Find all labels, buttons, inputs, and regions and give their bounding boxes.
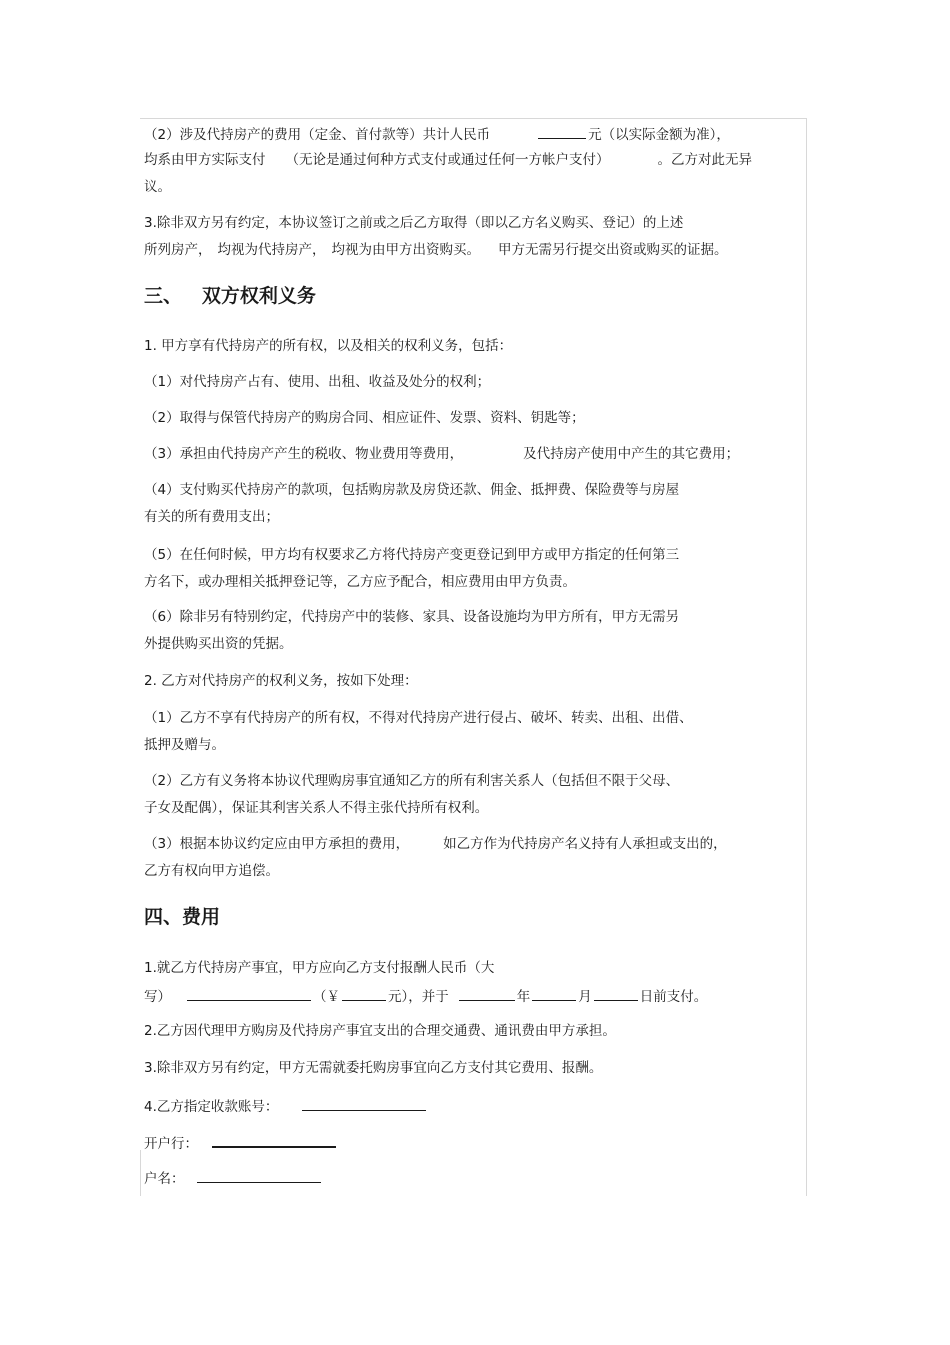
rights-1-6-line1: （6）除非另有特别约定，代持房产中的装修、家具、设备设施均为甲方所有，甲方无需另 (144, 609, 680, 625)
month-blank[interactable] (532, 986, 576, 1001)
page-border-top (140, 118, 806, 119)
fees-3: 3.除非双方另有约定，甲方无需就委托购房事宜向乙方支付其它费用、报酬。 (144, 1060, 603, 1076)
amount-words-blank[interactable] (187, 986, 311, 1001)
bank-name-blank[interactable] (212, 1132, 336, 1148)
fees-1-line2: 写） （￥ 元），并于 年 月 日前支付。 (144, 986, 707, 1006)
account-number-blank[interactable] (302, 1096, 426, 1111)
page-border-right (806, 118, 807, 1196)
fees-2: 2.乙方因代理甲方购房及代持房产事宜支出的合理交通费、通讯费由甲方承担。 (144, 1023, 616, 1039)
account-name-line: 户名： (144, 1168, 323, 1188)
clause-2-2-line3: 议。 (144, 179, 171, 195)
rights-2: 2. 乙方对代持房产的权利义务，按如下处理： (144, 673, 418, 689)
fees-1-line1: 1.就乙方代持房产事宜，甲方应向乙方支付报酬人民币（大 (144, 960, 495, 976)
clause-3-line1: 3.除非双方另有约定，本协议签订之前或之后乙方取得（即以乙方名义购买、登记）的上述 (144, 215, 684, 231)
year-blank[interactable] (459, 986, 515, 1001)
rights-2-3-line1: （3）根据本协议约定应由甲方承担的费用， 如乙方作为代持房产名义持有人承担或支出的， (144, 836, 727, 852)
amount-blank[interactable] (538, 124, 586, 139)
day-blank[interactable] (594, 986, 638, 1001)
rights-1-3: （3）承担由代持房产产生的税收、物业费用等费用， 及代持房产使用中产生的其它费用； (144, 446, 740, 462)
section-heading-rights: 三、 双方权利义务 (144, 285, 316, 307)
rights-1-6-line2: 外提供购买出资的凭据。 (144, 636, 293, 652)
rights-1-4-line2: 有关的所有费用支出； (144, 509, 279, 525)
clause-2-2-line2: 均系由甲方实际支付 （无论是通过何种方式支付或通过任何一方帐户支付） 。乙方对此无异 (144, 152, 752, 168)
clause-3-line2: 所列房产， 均视为代持房产， 均视为由甲方出资购买。 甲方无需另行提交出资或购买的证据。 (144, 242, 728, 258)
rights-1: 1. 甲方享有代持房产的所有权，以及相关的权利义务，包括： (144, 338, 513, 354)
rights-1-2: （2）取得与保管代持房产的购房合同、相应证件、发票、资料、钥匙等； (144, 410, 585, 426)
rights-1-5-line1: （5）在任何时候，甲方均有权要求乙方将代持房产变更登记到甲方或甲方指定的任何第三 (144, 547, 680, 563)
bank-line: 开户行： (144, 1132, 338, 1153)
fees-4: 4.乙方指定收款账号： (144, 1096, 428, 1116)
clause-2-2-line1: （2）涉及代持房产的费用（定金、首付款等）共计人民币 元（以实际金额为准）， (144, 124, 730, 144)
section-heading-fees: 四、费用 (144, 906, 221, 928)
amount-number-blank[interactable] (342, 986, 386, 1001)
rights-1-5-line2: 方名下，或办理相关抵押登记等，乙方应予配合，相应费用由甲方负责。 (144, 574, 576, 590)
rights-2-2-line2: 子女及配偶），保证其利害关系人不得主张代持所有权利。 (144, 800, 489, 816)
rights-2-1-line2: 抵押及赠与。 (144, 737, 225, 753)
rights-2-2-line1: （2）乙方有义务将本协议代理购房事宜通知乙方的所有利害关系人（包括但不限于父母、 (144, 773, 680, 789)
rights-2-3-line2: 乙方有权向甲方追偿。 (144, 863, 279, 879)
page-border-left (140, 1150, 141, 1196)
account-name-blank[interactable] (197, 1168, 321, 1183)
rights-1-4-line1: （4）支付购买代持房产的款项，包括购房款及房贷还款、佣金、抵押费、保险费等与房屋 (144, 482, 680, 498)
rights-1-1: （1）对代持房产占有、使用、出租、收益及处分的权利； (144, 374, 491, 390)
rights-2-1-line1: （1）乙方不享有代持房产的所有权，不得对代持房产进行侵占、破坏、转卖、出租、出借、 (144, 710, 693, 726)
